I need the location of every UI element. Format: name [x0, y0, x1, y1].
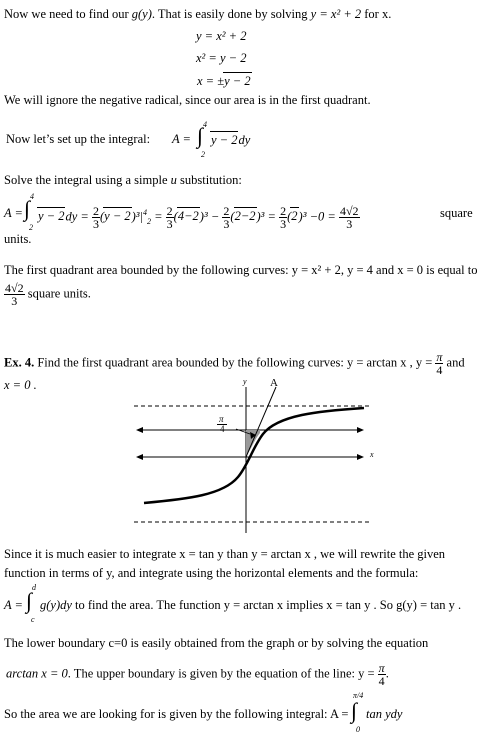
- intro-tail: for x.: [361, 7, 392, 21]
- final-integral-sign: ∫: [351, 698, 358, 723]
- label-4: 4: [220, 424, 225, 434]
- integral-sign: ∫: [197, 123, 204, 148]
- step-3: x = ±y − 2: [197, 74, 251, 88]
- label-y: y: [243, 377, 247, 386]
- lower-four: 4: [378, 674, 385, 688]
- since-integral-sign: ∫: [26, 588, 33, 613]
- arctan-curve: [144, 408, 364, 503]
- solve-chain: A =: [4, 206, 23, 220]
- final-upper: π/4: [353, 691, 364, 700]
- intro-text: Now we need to find our: [4, 7, 132, 21]
- result-num: 4√2: [5, 281, 24, 295]
- solve-expression: y − 2dy = $\frac{2}{3}$ $(y - 2)^3|^4_2$ = $\frac{2}{3}$ (4−2)³ − $\frac{2}{3}$ (2−2)³ = $\frac{2}{3}$ (2)³ −0 = $\frac{4√2}{3}$: [38, 204, 359, 231]
- solve-text: Solve the integral using a simple: [4, 173, 171, 187]
- label-A: A: [270, 377, 278, 389]
- square-word: square: [440, 206, 473, 220]
- upper-limit: 4: [203, 120, 207, 129]
- since-line-1: Since it is much easier to integrate x = tan y than y = arctan x , we will rewrite the given: [4, 547, 446, 561]
- example-4-line: [4, 351, 465, 376]
- setup-A: A =: [172, 132, 191, 146]
- since-lower: c: [31, 615, 35, 624]
- result-line: The first quadrant area bounded by the following curves: y = x² + 2, y = 4 and x = 0 is equal to: [4, 263, 478, 277]
- ex4-pi: π: [436, 350, 443, 364]
- label-pi: π: [219, 414, 224, 424]
- final-lower: 0: [356, 725, 360, 734]
- lower-limit: 2: [201, 150, 205, 159]
- since-text-3: to find the area. The function y = arctan x implies x = tan y . So g(y) = tan y .: [71, 598, 462, 612]
- u-var: u: [170, 173, 177, 187]
- final-line: [4, 706, 348, 722]
- ex4-four: 4: [436, 363, 443, 377]
- ex4-x0: x = 0 .: [4, 378, 37, 392]
- intro-text-2: . That is easily done by solving: [151, 7, 311, 21]
- result-value: [4, 282, 91, 307]
- solve-line: [4, 172, 242, 188]
- lower-text-2b: . The upper boundary is given by the equation of the line: y =: [67, 666, 378, 681]
- tangent-line: [246, 387, 276, 457]
- lower-line-2: arctan x = 0. The upper boundary is given by the equation of the line: y = $\frac{\pi}{4}$ .: [6, 661, 389, 688]
- result-units: square units.: [27, 286, 91, 301]
- since-line-3: g(y)dy to find the area. The function y = arctan x implies x = tan y . So g(y) = tan y .: [40, 598, 462, 612]
- final-text: So the area we are looking for is given by the following integral: A =: [4, 707, 349, 721]
- arctan-graph: [128, 377, 380, 535]
- ignore-note: We will ignore the negative radical, since our area is in the first quadrant.: [4, 93, 371, 107]
- final-integrand: tan ydy: [366, 707, 403, 721]
- units-word: units.: [4, 232, 32, 246]
- setup-text: Now let’s set up the integral:: [6, 132, 151, 146]
- label-x: x: [370, 450, 374, 459]
- since-line-2: function in terms of y, and integrate using the horizontal elements and the formula:: [4, 566, 419, 580]
- solve-integral-sign: ∫: [24, 196, 31, 221]
- arctan-eq: arctan x = 0: [6, 666, 68, 681]
- ex4-and: and: [443, 355, 465, 370]
- solve-upper: 4: [30, 192, 34, 201]
- step-2: x² = y − 2: [196, 51, 247, 65]
- step-1: y = x² + 2: [196, 29, 247, 43]
- intro-line: [4, 6, 391, 22]
- example-label: Ex. 4.: [4, 355, 35, 370]
- since-upper: d: [32, 583, 36, 592]
- setup-integrand: y − 2dy: [211, 133, 251, 147]
- equation-y: y = x² + 2: [310, 7, 362, 21]
- setup-line: [6, 131, 150, 147]
- example-text: Find the first quadrant area bounded by the following curves: y = arctan x , y =: [34, 355, 436, 370]
- g-of-y: g(y): [131, 7, 152, 21]
- solve-lower: 2: [29, 223, 33, 232]
- result-den: 3: [11, 294, 18, 308]
- solve-text-2: substitution:: [176, 173, 242, 187]
- lower-line-1: The lower boundary c=0 is easily obtained from the graph or by solving the equation: [4, 636, 429, 650]
- lower-pi: π: [378, 661, 385, 675]
- since-A: A =: [4, 598, 23, 612]
